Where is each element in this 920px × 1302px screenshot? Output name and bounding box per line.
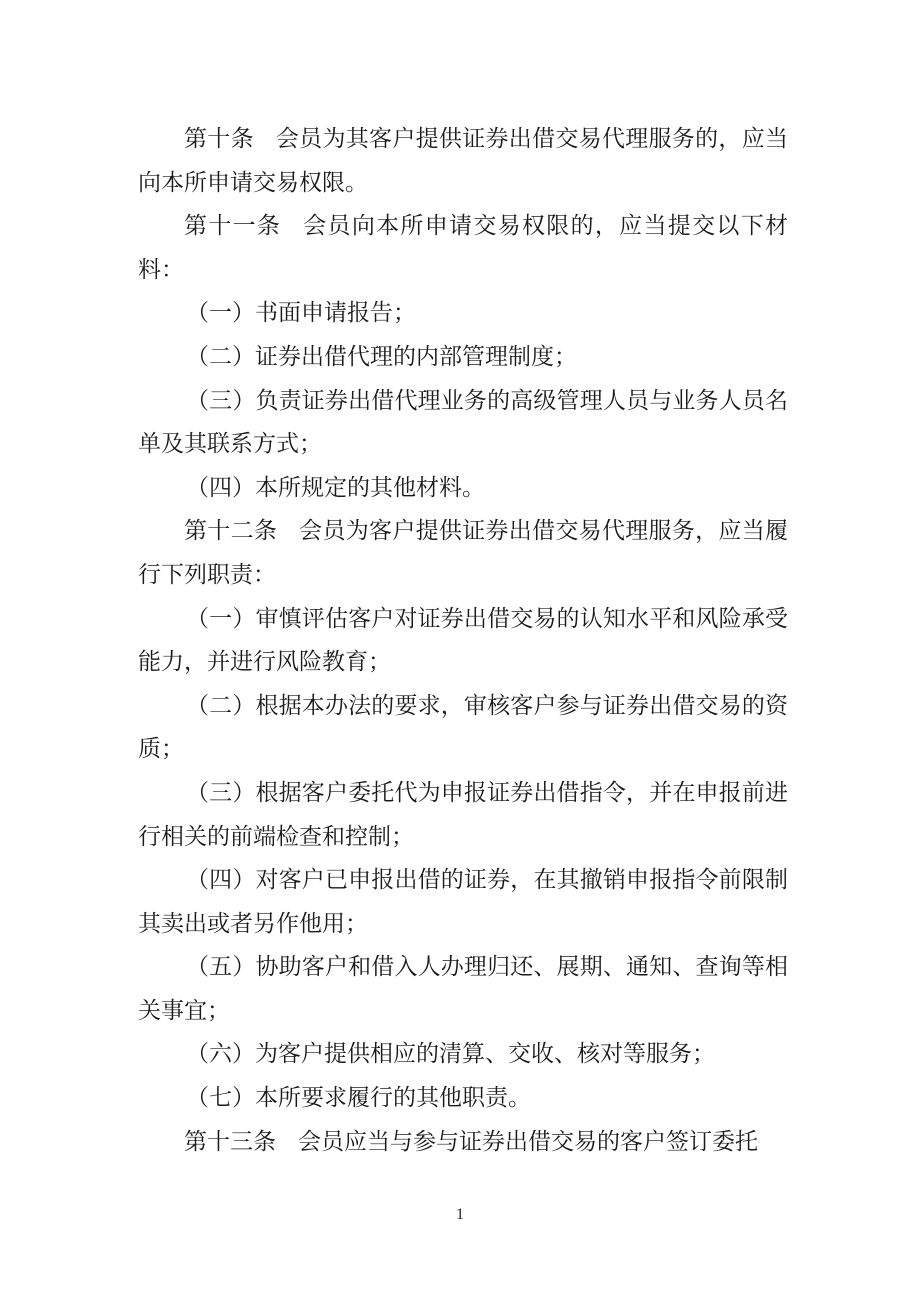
page-number: 1 [456,1206,464,1223]
list-item: （二）根据本办法的要求，审核客户参与证券出借交易的资质； [138,692,788,763]
article-heading: 第十条 [184,126,254,152]
list-item: （三）负责证券出借代理业务的高级管理人员与业务人员名单及其联系方式； [138,387,788,458]
list-item: （一）审慎评估客户对证券出借交易的认知水平和风险承受能力，并进行风险教育； [138,605,788,676]
article-13 [138,1121,788,1165]
article-heading: 第十二条 [184,518,278,545]
article-text: 会员为客户提供证券出借交易代理服务，应当履行下列职责： [138,518,789,588]
article-12 [138,510,788,597]
article-11 [138,205,788,292]
list-item: （四）本所规定的其他材料。 [186,474,485,501]
list-item: （三）根据客户委托代为申报证券出借指令，并在申报前进行相关的前端检查和控制； [138,779,788,850]
list-item: （七）本所要求履行的其他职责。 [186,1085,531,1112]
list-item: （六）为客户提供相应的清算、交收、核对等服务； [186,1041,715,1068]
list-item: （四）对客户已申报出借的证券，在其撤销申报指令前限制其卖出或者另作他用； [138,867,788,937]
list-item: （二）证券出借代理的内部管理制度； [186,343,577,370]
article-heading: 第十一条 [184,213,282,240]
article-text: 会员为其客户提供证券出借交易代理服务的，应当向本所申请交易权限。 [138,126,788,196]
article-text: 会员应当与参与证券出借交易的客户签订委托 [298,1128,758,1155]
list-item: （五）协助客户和借入人办理归还、展期、通知、查询等相关事宜； [138,954,788,1024]
document-body [138,118,788,1164]
article-heading: 第十三条 [184,1128,276,1155]
article-10 [138,118,788,205]
article-text: 会员向本所申请交易权限的，应当提交以下材料： [138,213,789,283]
list-item: （一）书面申请报告； [186,300,416,327]
